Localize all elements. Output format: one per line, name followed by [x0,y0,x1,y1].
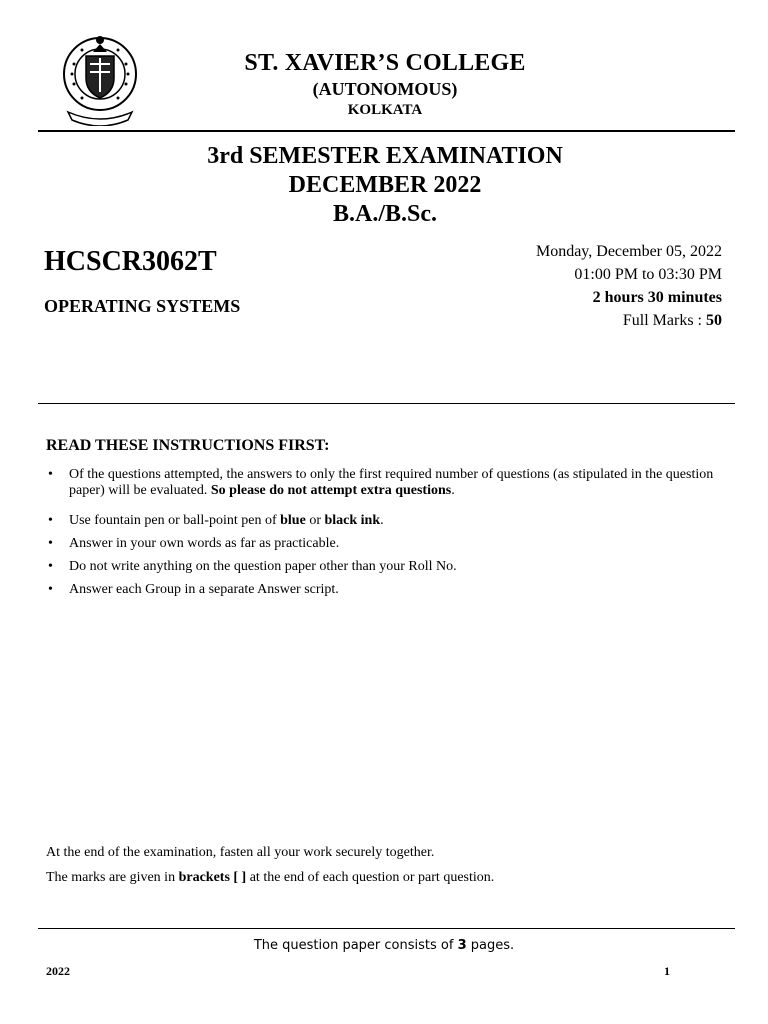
exam-date: Monday, December 05, 2022 [535,243,722,260]
bullet-icon: • [48,559,53,574]
instruction-item: • Do not write anything on the question paper other than your Roll No. [48,559,457,574]
paper-code: HCSCR3062T [44,246,217,277]
college-city: KOLKATA [347,102,423,118]
section-rule [38,403,735,404]
footer-rule [38,928,735,929]
instructions-list [46,467,716,605]
bullet-icon: • [48,467,53,482]
exam-duration: 2 hours 30 minutes [592,289,722,306]
closing-note-fasten: At the end of the examination, fasten all your work securely together. [46,845,435,860]
header-rule [38,130,735,132]
bullet-icon: • [48,582,53,597]
closing-note-marks: The marks are given in brackets [ ] at the end of each question or part question. [46,870,495,885]
paper-subject: OPERATING SYSTEMS [44,296,241,316]
full-marks [536,309,722,332]
autonomous-label: (AUTONOMOUS) [312,79,458,99]
full-marks-value: 50 [706,312,722,329]
full-marks-label: Full Marks : [622,312,702,329]
exam-title: 3rd SEMESTER EXAMINATION [207,143,563,169]
exam-programme: B.A./B.Sc. [332,201,437,227]
schedule-block [536,240,722,332]
page-count-note: The question paper consists of 3 pages. [253,938,515,953]
exam-heading [180,142,590,229]
bullet-icon: • [48,513,53,528]
instruction-item: • Answer each Group in a separate Answer script. [48,582,339,597]
exam-session: DECEMBER 2022 [288,172,482,198]
exam-time: 01:00 PM to 03:30 PM [574,266,722,283]
instruction-item: • Of the questions attempted, the answers to only the first required number of questions (as stipulated in the question paper) will be evaluated. So please do not attempt extra questions. [48,467,714,498]
page-number: 1 [664,964,670,978]
instructions-title: READ THESE INSTRUCTIONS FIRST: [46,437,330,454]
footer-year: 2022 [46,964,70,978]
college-heading [180,48,590,120]
instruction-item: • Answer in your own words as far as practicable. [48,536,340,551]
instruction-item: • Use fountain pen or ball-point pen of blue or black ink. [48,513,384,528]
bullet-icon: • [48,536,53,551]
college-name: ST. XAVIER’S COLLEGE [244,50,526,76]
college-emblem [60,34,140,126]
